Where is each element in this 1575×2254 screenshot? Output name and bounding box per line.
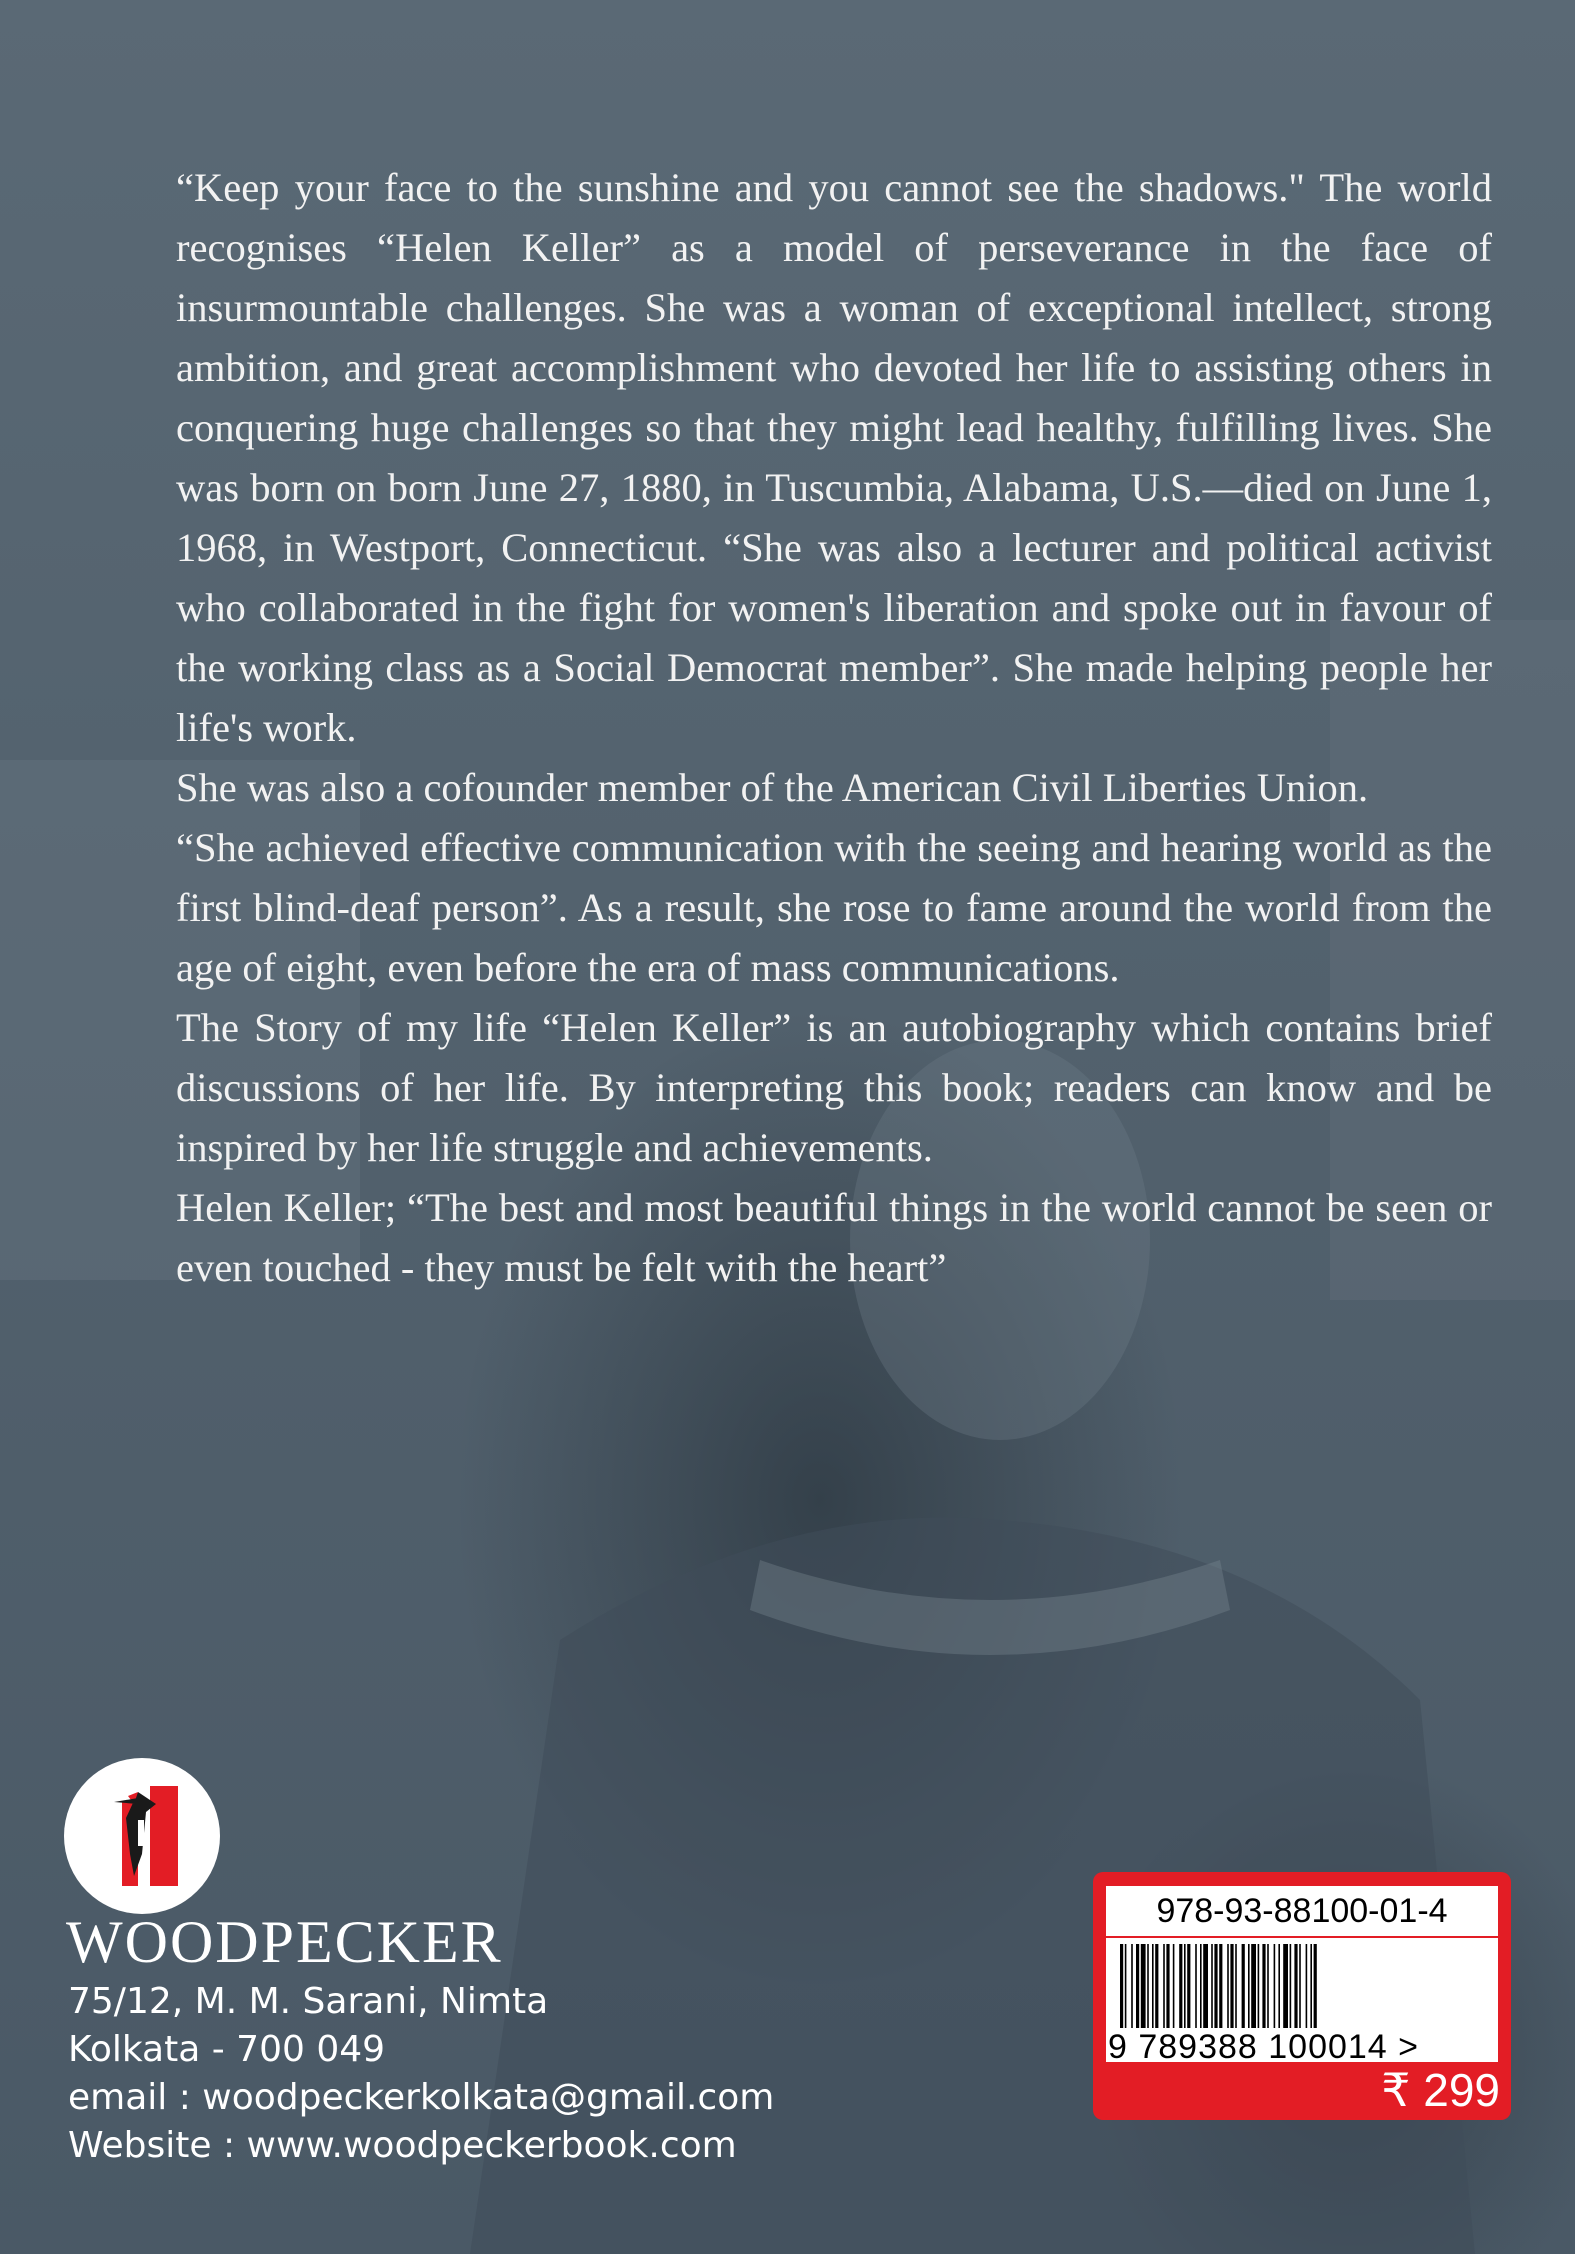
blurb-paragraph: The Story of my life “Helen Keller” is an autobiography which contains brief discussions of her life. By interpreting this book; readers can know and be inspired by her life struggle and achievements.	[176, 1005, 1492, 1170]
barcode-bar	[1163, 1944, 1165, 2028]
barcode-bar	[1278, 1944, 1280, 2028]
barcode-bar	[1166, 1944, 1169, 2028]
barcode-bar	[1152, 1944, 1154, 2028]
blurb-paragraph: “Keep your face to the sunshine and you cannot see the shadows." The world recognises “Helen Keller” as a model of perseverance in the face of insurmountable challenges. She was a woman of exceptional intellect, strong ambition, and great accomplishment who devoted her life to assisting others in conquering huge challenges so that they might lead healthy, fulfilling lives. She was born on born June 27, 1880, in Tuscumbia, Alabama, U.S.—died on June 1, 1968, in Westport, Connecticut. “She was also a lecturer and political activist who collaborated in the fight for women's liberation and spoke out in favour of the working class as a Social Democrat member”. She made helping people her life's work.	[176, 165, 1492, 750]
barcode-bar	[1267, 1944, 1269, 2028]
barcode-bar	[1179, 1944, 1182, 2028]
barcode-bar	[1136, 1944, 1139, 2028]
barcode-bar	[1242, 1944, 1245, 2028]
barcode-bar	[1310, 1944, 1312, 2028]
publisher-contact	[68, 1978, 774, 2170]
email-line: email : woodpeckerkolkata@gmail.com	[68, 2077, 775, 2118]
blurb-paragraph: “She achieved effective communication with the seeing and hearing world as the first blind-deaf person”. As a result, she rose to fame around the world from the age of eight, even before the era of mass communications.	[176, 825, 1492, 990]
barcode-bars	[1120, 1944, 1484, 2028]
publisher-name: WOODPECKER	[66, 1909, 503, 1975]
barcode-bar	[1283, 1944, 1288, 2028]
barcode-bar	[1219, 1944, 1222, 2028]
barcode-bar	[1274, 1944, 1276, 2028]
barcode-bar	[1248, 1944, 1250, 2028]
barcode-bar	[1214, 1944, 1217, 2028]
barcode-digits: 9 789388 100014 >	[1108, 2028, 1420, 2066]
price-label: ₹ 299	[1381, 2064, 1500, 2116]
barcode-bar	[1155, 1944, 1158, 2028]
barcode-bar	[1262, 1944, 1265, 2028]
barcode-bar	[1314, 1944, 1317, 2028]
barcode-bar	[1120, 1944, 1123, 2028]
barcode-bar	[1251, 1944, 1256, 2028]
blurb-paragraph: She was also a cofounder member of the American Civil Liberties Union.	[176, 765, 1369, 810]
isbn-label: 978-93-88100-01-4	[1106, 1886, 1498, 1936]
barcode-bar	[1187, 1944, 1190, 2028]
barcode-bar	[1203, 1944, 1208, 2028]
barcode-bar	[1131, 1944, 1133, 2028]
barcode-bar	[1230, 1944, 1233, 2028]
barcode-bar	[1306, 1944, 1308, 2028]
barcode-bar	[1141, 1944, 1146, 2028]
barcode-bar	[1147, 1944, 1149, 2028]
barcode-bar	[1173, 1944, 1175, 2028]
barcode-bar	[1125, 1944, 1127, 2028]
barcode-bar	[1227, 1944, 1229, 2028]
barcode-bar	[1299, 1944, 1301, 2028]
barcode-bar	[1258, 1944, 1260, 2028]
blurb-text	[176, 158, 1492, 1298]
barcode-bar	[1184, 1944, 1186, 2028]
woodpecker-logo-icon	[64, 1758, 220, 1914]
barcode-bar	[1195, 1944, 1197, 2028]
barcode-bar	[1200, 1944, 1202, 2028]
barcode-bar	[1294, 1944, 1297, 2028]
blurb-paragraph: Helen Keller; “The best and most beautiful things in the world cannot be seen or even touched - they must be felt with the heart”	[176, 1185, 1492, 1290]
barcode-bar	[1235, 1944, 1237, 2028]
address-line: Kolkata - 700 049	[68, 2029, 386, 2070]
barcode-bar	[1290, 1944, 1292, 2028]
address-line: 75/12, M. M. Sarani, Nimta	[68, 1981, 549, 2022]
website-line: Website : www.woodpeckerbook.com	[68, 2125, 737, 2166]
barcode-bar	[1211, 1944, 1213, 2028]
